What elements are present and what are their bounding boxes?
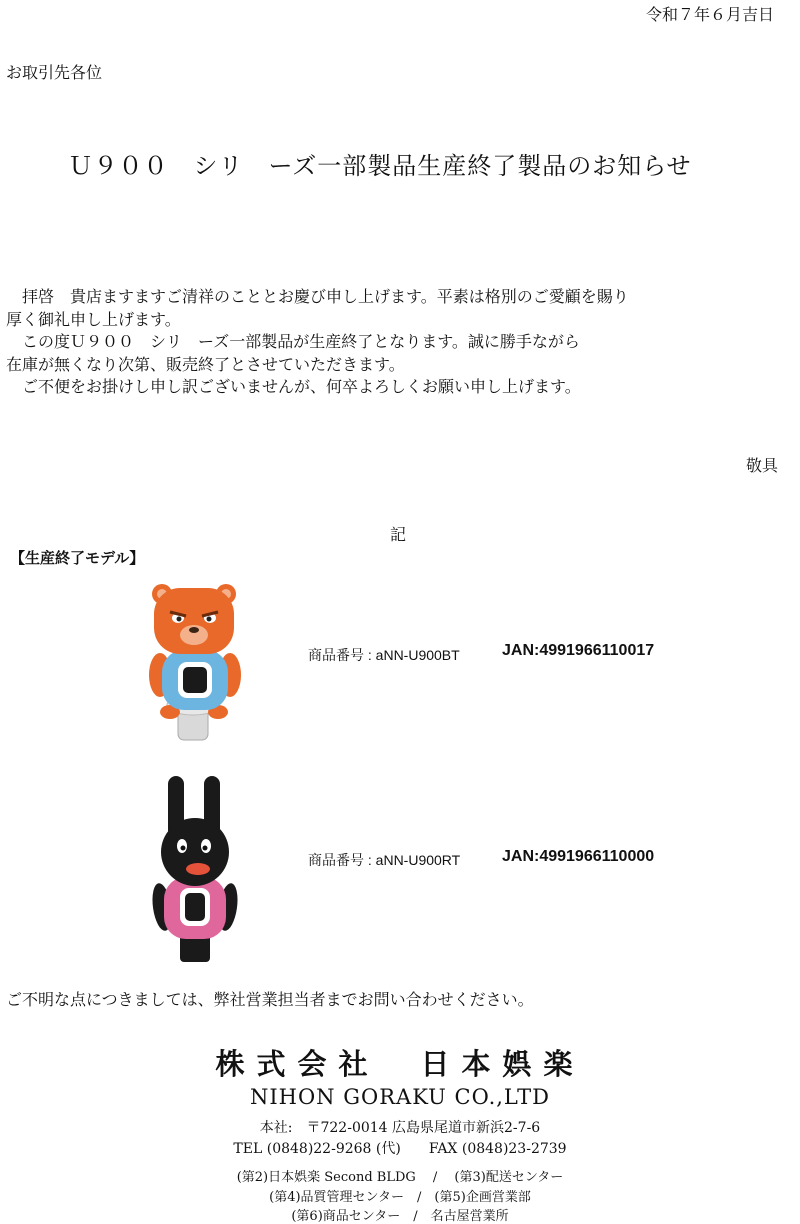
issue-date: 令和７年６月吉日 bbox=[645, 5, 774, 24]
body-line: ご不便をお掛けし申し訳ございませんが、何卒よろしくお願い申し上げます。 bbox=[6, 377, 581, 396]
jan-code: JAN:4991966110000 bbox=[502, 848, 655, 865]
branch-line: (第2)日本娯楽 Second BLDG / (第3)配送センター bbox=[236, 1170, 564, 1185]
inquiry-note: ご不明な点につきましては、弊社営業担当者までお問い合わせください。 bbox=[6, 990, 534, 1009]
body-line: 拝啓 貴店ますますご清祥のこととお慶び申し上げます。平素は格別のご愛顧を賜り bbox=[6, 287, 629, 306]
body-line: 厚く御礼申し上げます。 bbox=[6, 309, 181, 329]
jan-code: JAN:4991966110017 bbox=[502, 642, 655, 659]
bear-tuner-image bbox=[140, 580, 250, 745]
notice-title: Ｕ９００ シリ ーズ一部製品生産終了製品のお知らせ bbox=[68, 152, 692, 180]
company-name-ja: 株式会社 日本娯楽 bbox=[215, 1047, 585, 1081]
company-address: 本社: 〒722-0014 広島県尾道市新浜2-7-6 bbox=[259, 1120, 541, 1136]
record-mark: 記 bbox=[390, 525, 407, 544]
product-number: 商品番号 : aNN-U900RT bbox=[308, 852, 461, 868]
notice-body bbox=[6, 286, 629, 399]
section-heading: 【生産終了モデル】 bbox=[10, 549, 145, 567]
branch-line: (第4)品質管理センター / (第5)企画営業部 bbox=[269, 1190, 531, 1205]
body-line: この度Ｕ９００ シリ ーズ一部製品が生産終了となります。誠に勝手ながら bbox=[6, 332, 580, 351]
company-phone: TEL (0848)22-9268 (代) FAX (0848)23-2739 bbox=[233, 1141, 567, 1157]
company-name-en: NIHON GORAKU CO.,LTD bbox=[249, 1085, 550, 1109]
branch-line: (第6)商品センター / 名古屋営業所 bbox=[291, 1209, 509, 1224]
body-line: 在庫が無くなり次第、販売終了とさせていただきます。 bbox=[6, 354, 405, 374]
product-number: 商品番号 : aNN-U900BT bbox=[308, 647, 460, 663]
closing-word: 敬具 bbox=[745, 456, 778, 475]
rabbit-tuner-image bbox=[150, 772, 240, 967]
recipient: お取引先各位 bbox=[6, 63, 103, 82]
